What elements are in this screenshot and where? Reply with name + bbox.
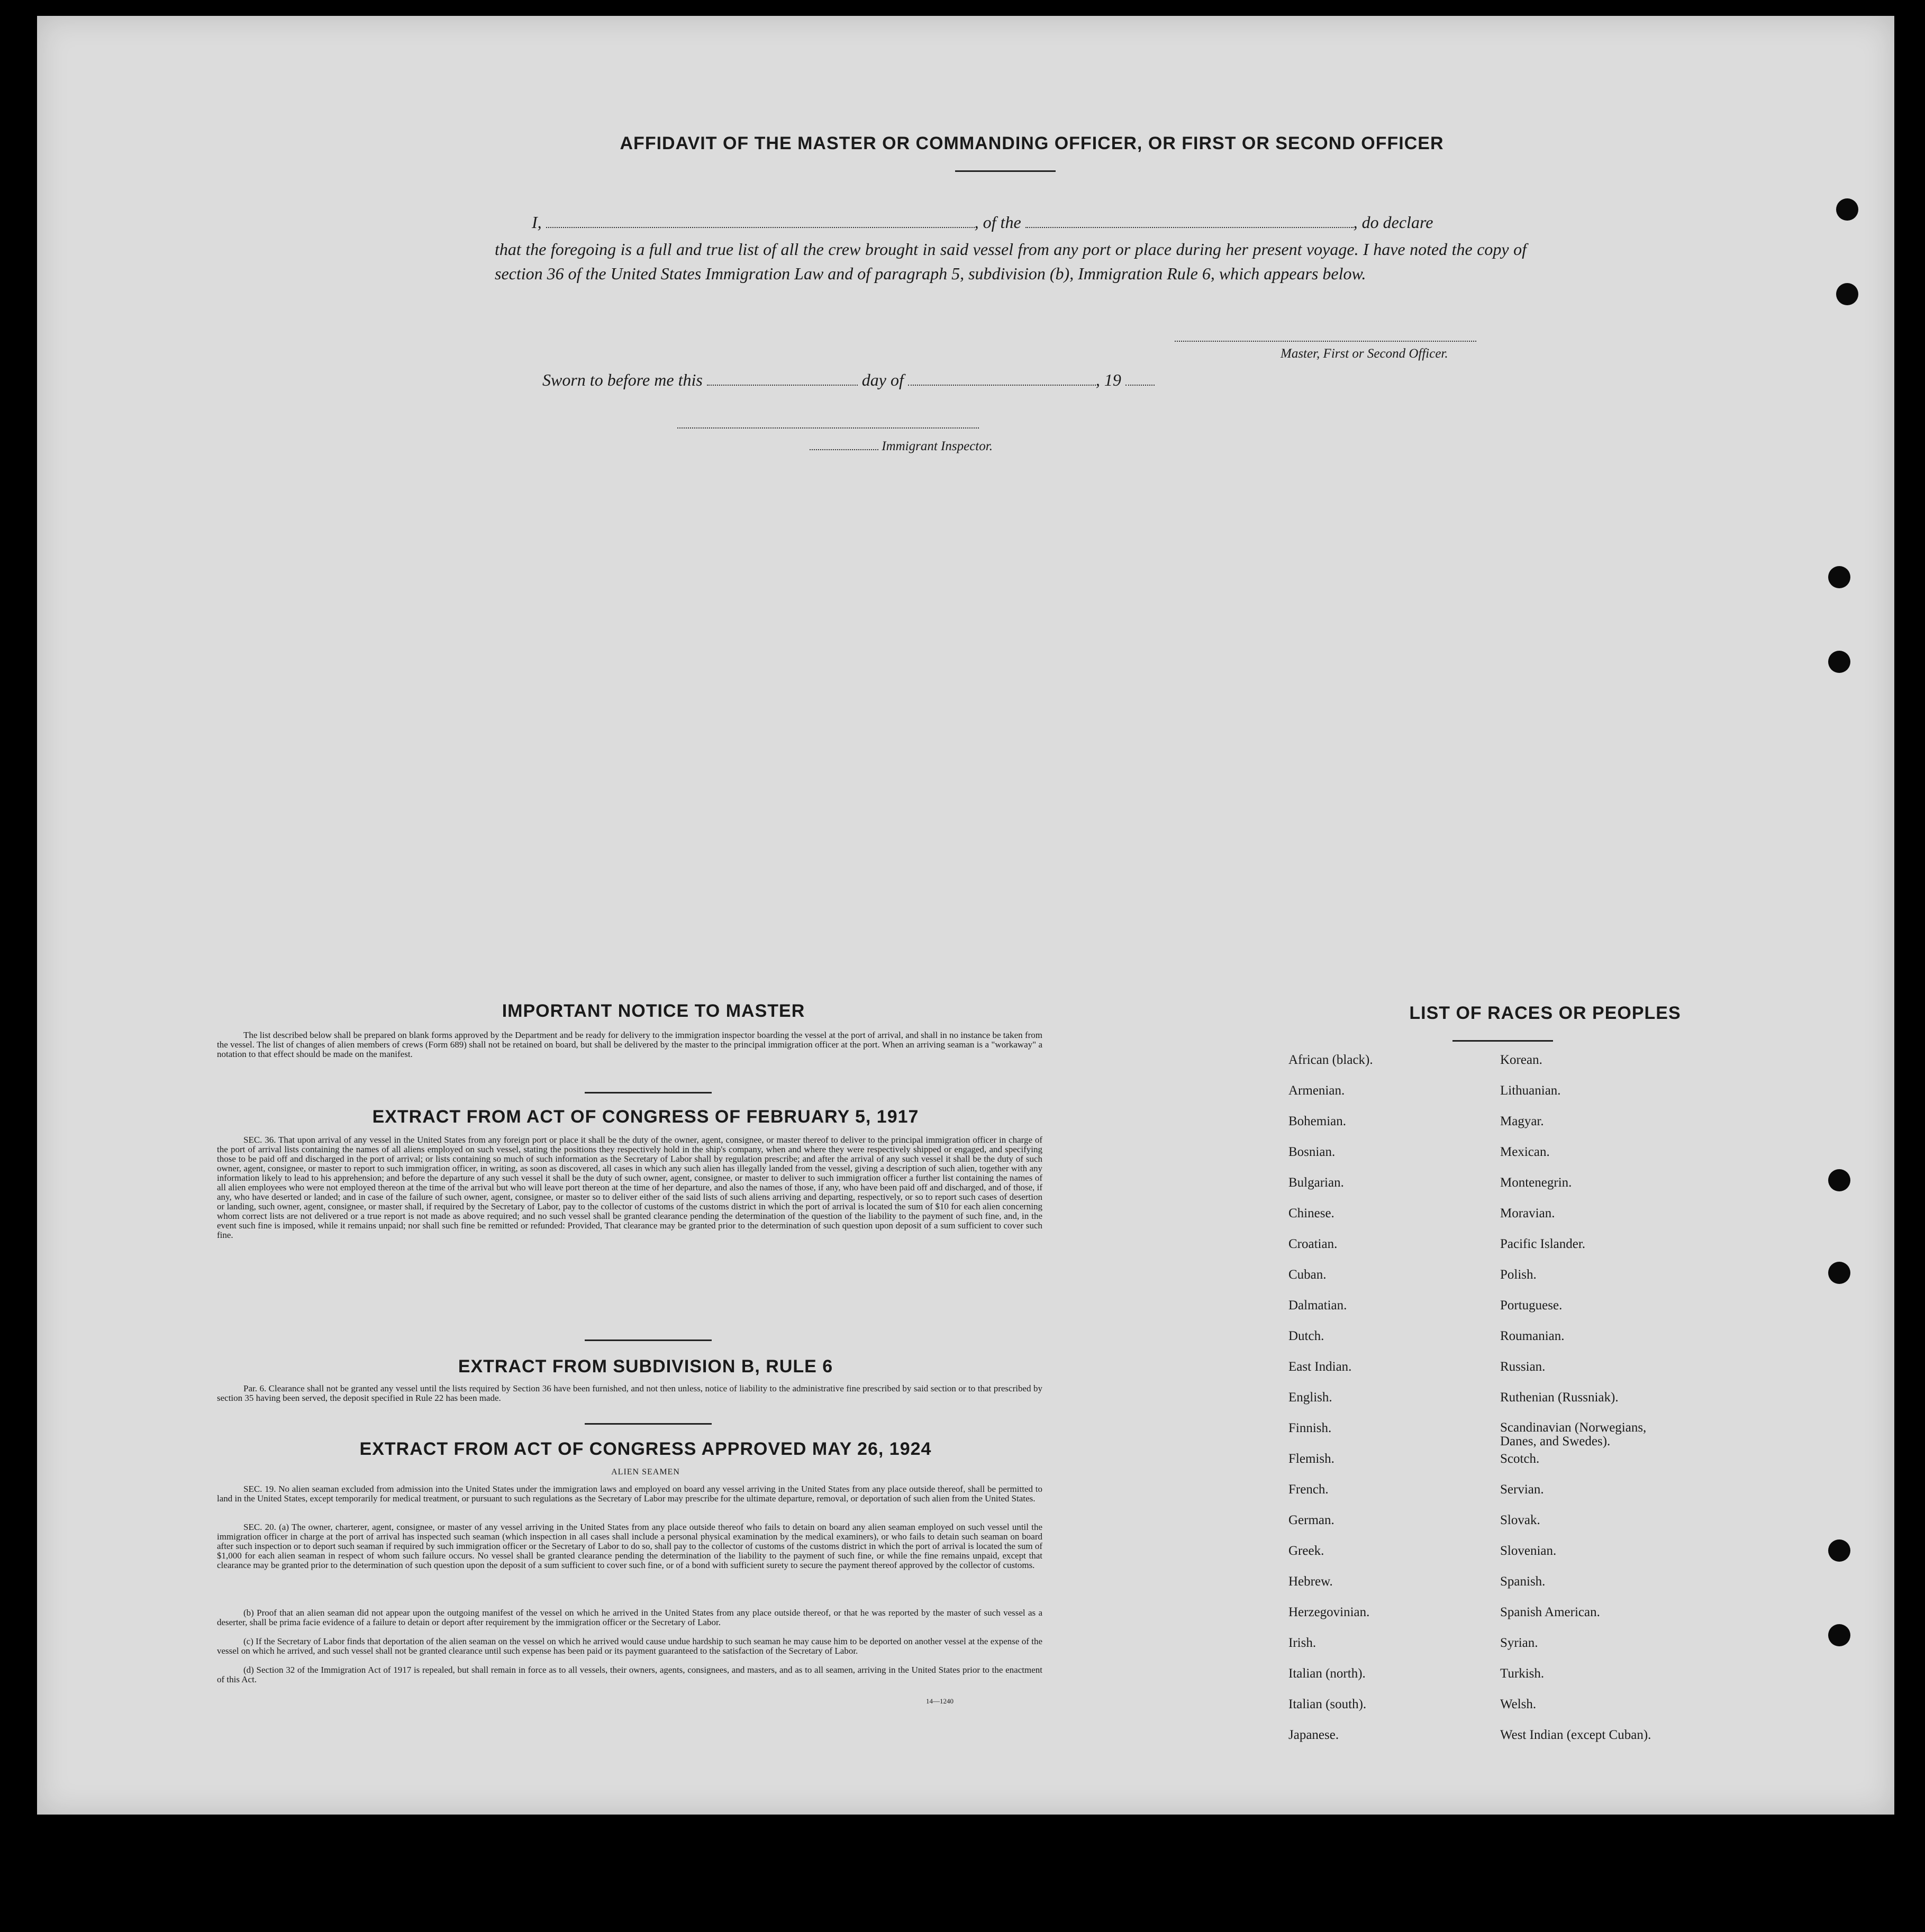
master-signature-line[interactable] — [1175, 327, 1476, 342]
race-item: Cuban. — [1288, 1268, 1327, 1282]
race-item: Turkish. — [1500, 1666, 1545, 1681]
affidavit-title: AFFIDAVIT OF THE MASTER OR COMMANDING OFFICER, OR FIRST OR SECOND OFFICER — [620, 133, 1444, 153]
divider — [585, 1423, 712, 1425]
race-item: English. — [1288, 1390, 1332, 1405]
race-item: German. — [1288, 1513, 1334, 1527]
day-of-label: day of — [861, 370, 904, 389]
inspector-line — [810, 439, 993, 454]
binder-hole — [1828, 1539, 1850, 1562]
of-the-label: , of the — [974, 213, 1021, 232]
race-item: Hebrew. — [1288, 1574, 1333, 1589]
do-declare-label: , do declare — [1353, 213, 1433, 232]
divider — [1452, 1040, 1553, 1042]
binder-hole — [1828, 566, 1850, 588]
extract-1924-sec20b: (b) Proof that an alien seaman did not appear upon the outgoing manifest of the vessel on which he arrived in the United States from any place outside thereof, or that he was reported by the master of such vessel as a deserter, shall be prima facie evidence of a failure to detain or deport after requirement by the immigration officer or the Secretary of Labor. — [217, 1608, 1042, 1627]
race-item: Mexican. — [1500, 1145, 1550, 1159]
sworn-line — [542, 370, 1230, 390]
extract-1924-sec19: SEC. 19. No alien seaman excluded from admission into the United States under the immigration laws and employed on board any vessel arriving in the United States from any place outside thereof, shall be permitted to land in the United States, except temporarily for medical treatment, or pursuant to such regulations as the Secretary of Labor may prescribe for the ultimate departure, removal, or deportation of such alien from the United States. — [217, 1484, 1042, 1503]
race-item: East Indian. — [1288, 1360, 1352, 1374]
race-item: Lithuanian. — [1500, 1083, 1561, 1098]
extract-1924-sec20d: (d) Section 32 of the Immigration Act of 1917 is repealed, but shall remain in force as to all vessels, their owners, agents, consignees, and masters, and as to all seamen, arriving in the United States prior to the enactment of this Act. — [217, 1665, 1042, 1684]
affidavit-body: that the foregoing is a full and true list of all the crew brought in said vessel from any port or place during her present voyage. I have noted the copy of section 36 of the United States Immigration Law and of paragraph 5, subdivision (b), Immigration Rule 6, which appears below. — [495, 240, 1527, 283]
race-item: Dalmatian. — [1288, 1298, 1347, 1313]
race-item: French. — [1288, 1482, 1329, 1497]
race-item: Spanish American. — [1500, 1605, 1600, 1619]
race-item: Polish. — [1500, 1268, 1537, 1282]
sworn-day-blank[interactable] — [707, 371, 858, 386]
race-item: Chinese. — [1288, 1206, 1334, 1220]
race-item: Greek. — [1288, 1544, 1324, 1558]
extract-1924-sec20c: (c) If the Secretary of Labor finds that deportation of the alien seaman on the vessel on which he arrived would cause undue hardship to such seaman he may cause him to be deported on another vessel at the expense of the vessel on which he arrived, and such vessel shall not be granted clearance until such expense has been paid or its payment guaranteed to the satisfaction of the Secretary of Labor. — [217, 1636, 1042, 1656]
race-item: Dutch. — [1288, 1329, 1324, 1343]
document-sheet — [37, 16, 1894, 1815]
master-signature-label: Master, First or Second Officer. — [1281, 347, 1448, 361]
divider — [585, 1092, 712, 1093]
race-item: Bosnian. — [1288, 1145, 1336, 1159]
binder-hole — [1828, 1169, 1850, 1191]
race-item: Italian (south). — [1288, 1697, 1367, 1711]
race-item: Portuguese. — [1500, 1298, 1563, 1313]
race-item: Bohemian. — [1288, 1114, 1347, 1128]
divider — [585, 1339, 712, 1341]
extract-1917-body: SEC. 36. That upon arrival of any vessel in the United States from any foreign port or place it shall be the duty of the owner, agent, consignee, or master thereof to deliver to the principal immigration officer in charge of the port of arrival lists containing the names of all aliens employed on such vessel, stating the positions they respectively hold in the ship's company, when and where they were respectively shipped or engaged, and specifying those to be paid off and discharged in the port of arrival; or lists containing so much of such information as the Secretary of Labor shall by regulation prescribe; and after the arrival of any such vessel it shall be the duty of such owner, agent, consignee, or master to report to such immigration officer, in writing, as soon as discovered, all cases in which any such alien has illegally landed from the vessel, giving a description of such alien, together with any information likely to lead to his apprehension; and before the departure of any such vessel it shall be the duty of such owner, agent, consignee, or master to deliver to such immigration officer a further list containing the names of all alien employees who were not employed thereon at the time of the arrival but who will leave port thereon at the time of her departure, and also the names of those, if any, who have been paid off and discharged, and of those, if any, who have deserted or landed; and in case of the failure of such owner, agent, consignee, or master so to deliver either of the said lists of such aliens arriving and departing, respectively, or so to report such cases of desertion or landing, such owner, agent, consignee, or master shall, if required by the Secretary of Labor, pay to the collector of customs of the customs district in which the port of arrival is located the sum of $10 for each alien concerning whom correct lists are not delivered or a true report is not made as above required; and no such vessel shall be granted clearance pending the determination of the question of the liability to the payment of such fine, and, in the event such fine is imposed, while it remains unpaid; nor shall such fine be remitted or refunded: Provided, That clearance may be granted prior to the determination of such question upon deposit of a sum sufficient to cover such fine. — [217, 1135, 1042, 1240]
extract-1924-sec20a: SEC. 20. (a) The owner, charterer, agent, consignee, or master of any vessel arriving in the United States from any place outside thereof who fails to detain on board any alien seaman employed on such vessel until the immigration officer in charge at the port of arrival has inspected such seaman (which inspection in all cases shall include a personal physical examination by the medical examiners), or who fails to detain such seaman on board after such inspection or to deport such seaman if required by such immigration officer or the Secretary of Labor to do so, shall pay to the collector of customs of the customs district in which the port of arrival is located the sum of $1,000 for each alien seaman in respect of whom such failure occurs. No vessel shall be granted clearance pending the determination of the liability to the payment of such fine, or while the fine remains unpaid, except that clearance may be granted prior to the determination of such question upon the deposit of a sum sufficient to cover such fine, or of a bond with sufficient surety to secure the payment thereof approved by the collector of customs. — [217, 1522, 1042, 1570]
sworn-label: Sworn to before me this — [542, 370, 703, 389]
race-item: Ruthenian (Russniak). — [1500, 1390, 1619, 1405]
race-item: Spanish. — [1500, 1574, 1546, 1589]
race-item: Syrian. — [1500, 1636, 1538, 1650]
binder-hole — [1828, 1624, 1850, 1646]
races-right-column — [1500, 1053, 1775, 1758]
name-blank[interactable] — [546, 213, 975, 228]
notice-body: The list described below shall be prepared on blank forms approved by the Department and be ready for delivery to the immigration inspector boarding the vessel at the port of arrival, and shall in no instance be taken from the vessel. The list of changes of alien members of crews (Form 689) shall not be retained on board, but shall be delivered by the master to the principal immigration officer at the port. When an arriving seaman is a "workaway" a notation to that effect should be made on the manifest. — [217, 1030, 1042, 1059]
sworn-year-blank[interactable] — [1125, 371, 1155, 386]
race-item: Slovenian. — [1500, 1544, 1557, 1558]
race-item: Montenegrin. — [1500, 1175, 1572, 1190]
extract-rule6-title: EXTRACT FROM SUBDIVISION B, RULE 6 — [458, 1356, 833, 1377]
year-label: , 19 — [1095, 370, 1121, 389]
race-item: Flemish. — [1288, 1452, 1334, 1466]
binder-hole — [1828, 651, 1850, 673]
race-item: Scotch. — [1500, 1452, 1540, 1466]
race-item: Herzegovinian. — [1288, 1605, 1370, 1619]
race-item: Irish. — [1288, 1636, 1316, 1650]
race-item: Italian (north). — [1288, 1666, 1366, 1681]
race-item: Roumanian. — [1500, 1329, 1565, 1343]
race-item: Korean. — [1500, 1053, 1542, 1067]
race-item: African (black). — [1288, 1053, 1373, 1067]
binder-hole — [1836, 283, 1858, 305]
races-title: LIST OF RACES OR PEOPLES — [1409, 1003, 1681, 1023]
extract-1924-title: EXTRACT FROM ACT OF CONGRESS APPROVED MAY 26, 1924 — [359, 1439, 932, 1459]
extract-rule6-body: Par. 6. Clearance shall not be granted any vessel until the lists required by Section 36 have been furnished, and not then unless, notice of liability to the administrative fine prescribed by said section or to that prescribed by section 35 having been served, the deposit specified in Rule 22 has been made. — [217, 1383, 1042, 1403]
binder-hole — [1836, 198, 1858, 221]
race-item: Slovak. — [1500, 1513, 1540, 1527]
inspector-signature-line[interactable] — [677, 414, 979, 429]
race-item: Welsh. — [1500, 1697, 1537, 1711]
race-item: Finnish. — [1288, 1421, 1332, 1435]
notice-title: IMPORTANT NOTICE TO MASTER — [502, 1001, 805, 1021]
extract-1917-title: EXTRACT FROM ACT OF CONGRESS OF FEBRUARY 5, 1917 — [372, 1107, 919, 1127]
race-item: Servian. — [1500, 1482, 1544, 1497]
form-number: 14—1240 — [926, 1697, 954, 1705]
races-left-column — [1288, 1053, 1500, 1758]
race-item: Armenian. — [1288, 1083, 1345, 1098]
affidavit-i-label: I, — [532, 213, 542, 232]
binder-hole — [1828, 1262, 1850, 1284]
divider — [955, 170, 1056, 172]
race-item: Moravian. — [1500, 1206, 1555, 1220]
affidavit-declaration-line — [532, 213, 1527, 232]
race-item: Russian. — [1500, 1360, 1546, 1374]
race-item: Magyar. — [1500, 1114, 1544, 1128]
vessel-blank[interactable] — [1025, 213, 1354, 228]
race-item: Japanese. — [1288, 1728, 1339, 1742]
race-item: Pacific Islander. — [1500, 1237, 1586, 1251]
inspector-blank[interactable] — [810, 442, 878, 450]
race-item: Bulgarian. — [1288, 1175, 1344, 1190]
race-item: Croatian. — [1288, 1237, 1338, 1251]
race-item: West Indian (except Cuban). — [1500, 1728, 1651, 1742]
race-item: Scandinavian (Norwegians, Danes, and Swedes). — [1500, 1420, 1647, 1448]
alien-seamen-subtitle: ALIEN SEAMEN — [611, 1468, 680, 1477]
inspector-label: Immigrant Inspector. — [882, 439, 993, 453]
sworn-month-blank[interactable] — [908, 371, 1096, 386]
